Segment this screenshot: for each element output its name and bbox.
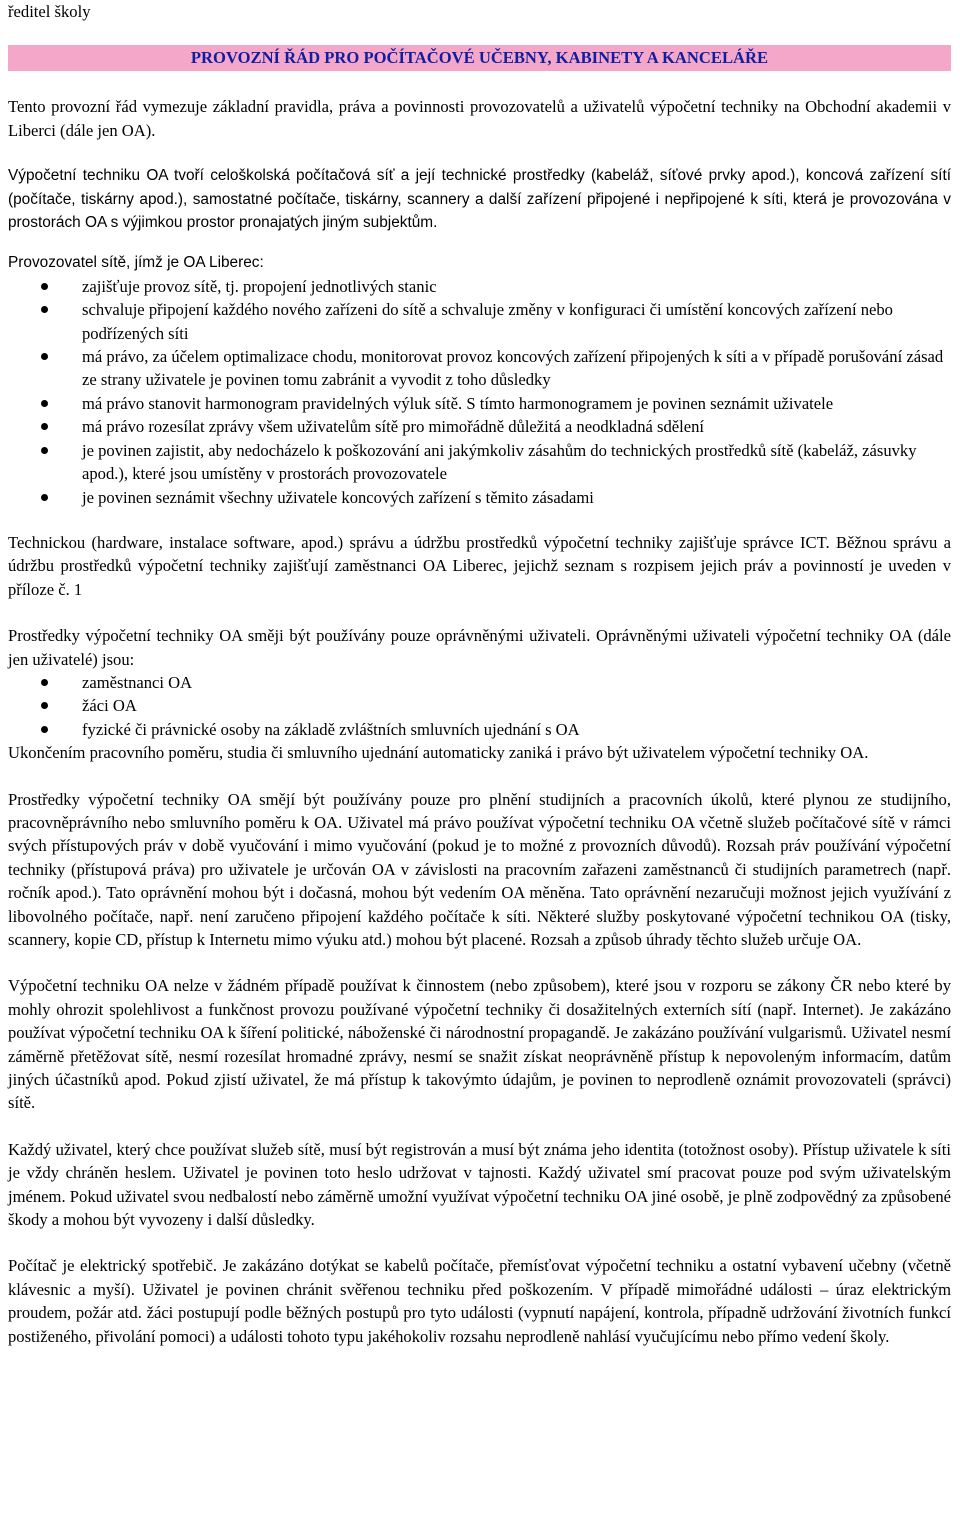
list-item: má právo rozesílat zprávy všem uživatelům sítě pro mimořádně důležitá a neodkladná sdělení <box>8 415 951 438</box>
admin-paragraph: Technickou (hardware, instalace software, apod.) správu a údržbu prostředků výpočetní techniky zajišťuje správce ICT. Běžnou správu a údržbu prostředků výpočetní techniky zajišťují zaměstnanci OA Liberec, jejichž seznam s rozpisem jejich práv a povinností je uveden v příloze č. 1 <box>8 532 951 599</box>
bullet-icon <box>41 423 48 430</box>
users-end-paragraph: Ukončením pracovního poměru, studia či smluvního ujednání automaticky zaniká i právo být uživatelem výpočetní techniky OA. <box>8 743 869 763</box>
operator-intro: Provozovatel sítě, jímž je OA Liberec: <box>8 254 264 272</box>
operator-duties-list <box>8 275 951 509</box>
bullet-icon <box>41 283 48 290</box>
definition-paragraph: Výpočetní techniku OA tvoří celoškolská počítačová síť a její technické prostředky (kabeláž, síťové prvky apod.), koncová zařízení sítí (počítače, tiskárny apod.), samostatné počítače, tiskárny, scannery a další zařízení připojené i nepřipojené k síti, která je provozována v prostorách OA s výjimkou prostor pronajatých jiným subjektům. <box>8 167 951 232</box>
bullet-icon <box>41 726 48 733</box>
list-item: je povinen zajistit, aby nedocházelo k poškozování ani jakýmkoliv zásahům do technických prostředků sítě (kabeláž, zásuvky apod.), které jsou umístěny v prostorách provozovatele <box>8 439 951 486</box>
users-intro-paragraph: Prostředky výpočetní techniky OA směji být používány pouze oprávněnými uživateli. Oprávněnými uživateli výpočetní techniky OA (dále jen uživatelé) jsou: <box>8 626 951 669</box>
bullet-icon <box>41 353 48 360</box>
bullet-icon <box>41 447 48 454</box>
bullet-icon <box>41 679 48 686</box>
list-item: žáci OA <box>8 694 951 717</box>
bullet-icon <box>41 702 48 709</box>
prohibited-paragraph: Výpočetní techniku OA nelze v žádném případě používat k činnostem (nebo způsobem), které jsou v rozporu se zákony ČR nebo které by mohly ohrozit spolehlivost a funkčnost provozu používané výpočetní techniky či dosažitelných externích sítí (např. Internet). Je zakázáno používat výpočetní techniku OA k šíření politické, náboženské či národnostní propagandě. Je zakázáno používání vulgarismů. Uživatel nesmí záměrně přetěžovat sítě, nesmí rozesílat hromadné zprávy, nesmí se snažit získat neoprávněně přístup k nepovoleným informacím, datům jiných účastníků apod. Pokud zjistí uživatel, že má přístup k takovýmto údajům, je povinen to neprodleně oznámit provozovateli (správci) sítě. <box>8 976 951 1113</box>
usage-paragraph: Prostředky výpočetní techniky OA smějí být používány pouze pro plnění studijních a pracovních úkolů, které plynou ze studijního, pracovněprávního nebo smluvního poměru k OA. Uživatel má právo používat výpočetní techniku OA včetně služeb počítačové sítě v rámci svých přístupových práv v době vyučování i mimo vyučování (pokud je to možné z provozních důvodů). Rozsah práv používání výpočetní techniky (přístupová práva) pro uživatele je určován OA v závislosti na pracovním zařazeni zaměstnanců či studijních parametrech (např. ročník apod.). Tato oprávnění mohou být i dočasná, mohou být vedením OA měněna. Tato oprávnění nezaručuji možnost jejich využívání z libovolného počítače, např. není zaručeno připojení každého počítače k síti. Některé služby poskytované výpočetní technikou OA (tisky, scannery, kopie CD, přístup k Internetu mimo výuku atd.) mohou být placené. Rozsah a způsob úhrady těchto služeb určuje OA. <box>8 789 951 949</box>
list-item: je povinen seznámit všechny uživatele koncových zařízení s těmito zásadami <box>8 486 951 509</box>
signature-line: ředitel školy <box>8 2 91 21</box>
list-item: má právo stanovit harmonogram pravidelných výluk sítě. S tímto harmonogramem je povinen seznámit uživatele <box>8 392 951 415</box>
safety-paragraph: Počítač je elektrický spotřebič. Je zakázáno dotýkat se kabelů počítače, přemísťovat výpočetní techniku a ostatní vybavení učebny (včetně klávesnic a myší). Uživatel je povinen chránit svěřenou techniku před poškozením. V případě mimořádné události – úraz elektrickým proudem, požár atd. žáci postupují podle běžných postupů pro tyto události (vypnutí napájení, kontrola, případně udržování životních funkcí postiženého, přivolání pomoci) a události tohoto typu jakéhokoliv rozsahu neprodleně nahlásí vyučujícímu nebo přímo vedení školy. <box>8 1256 951 1346</box>
bullet-icon <box>41 494 48 501</box>
list-item: má právo, za účelem optimalizace chodu, monitorovat provoz koncových zařízení připojených k síti a v případě porušování zásad ze strany uživatele je povinen tomu zabránit a vyvodit z toho důsledky <box>8 345 951 392</box>
document-title: PROVOZNÍ ŘÁD PRO POČÍTAČOVÉ UČEBNY, KABINETY A KANCELÁŘE <box>8 45 951 71</box>
registration-paragraph: Každý uživatel, který chce používat služeb sítě, musí být registrován a musí být známa jeho identita (totožnost osoby). Přístup uživatele k síti je vždy chráněn heslem. Uživatel je povinen toto heslo udržovat v tajnosti. Každý uživatel smí pracovat pouze pod svým uživatelským jménem. Pokud uživatel svou nedbalostí nebo záměrně umožní využívat výpočetní techniku OA jiné osobě, je plně zodpovědný za způsobené škody a mohou být vyvozeny i další důsledky. <box>8 1139 951 1230</box>
list-item: zaměstnanci OA <box>8 671 951 694</box>
authorized-users-list <box>8 671 951 741</box>
bullet-icon <box>41 400 48 407</box>
intro-paragraph: Tento provozní řád vymezuje základní pravidla, práva a povinnosti provozovatelů a uživatelů výpočetní techniky na Obchodní akademii v Liberci (dále jen OA). <box>8 97 951 140</box>
list-item: fyzické či právnické osoby na základě zvláštních smluvních ujednání s OA <box>8 718 951 741</box>
bullet-icon <box>41 306 48 313</box>
list-item: schvaluje připojení každého nového zařízeni do sítě a schvaluje změny v konfiguraci či umístění koncových zařízení nebo podřízených síti <box>8 298 951 345</box>
list-item: zajišťuje provoz sítě, tj. propojení jednotlivých stanic <box>8 275 951 298</box>
